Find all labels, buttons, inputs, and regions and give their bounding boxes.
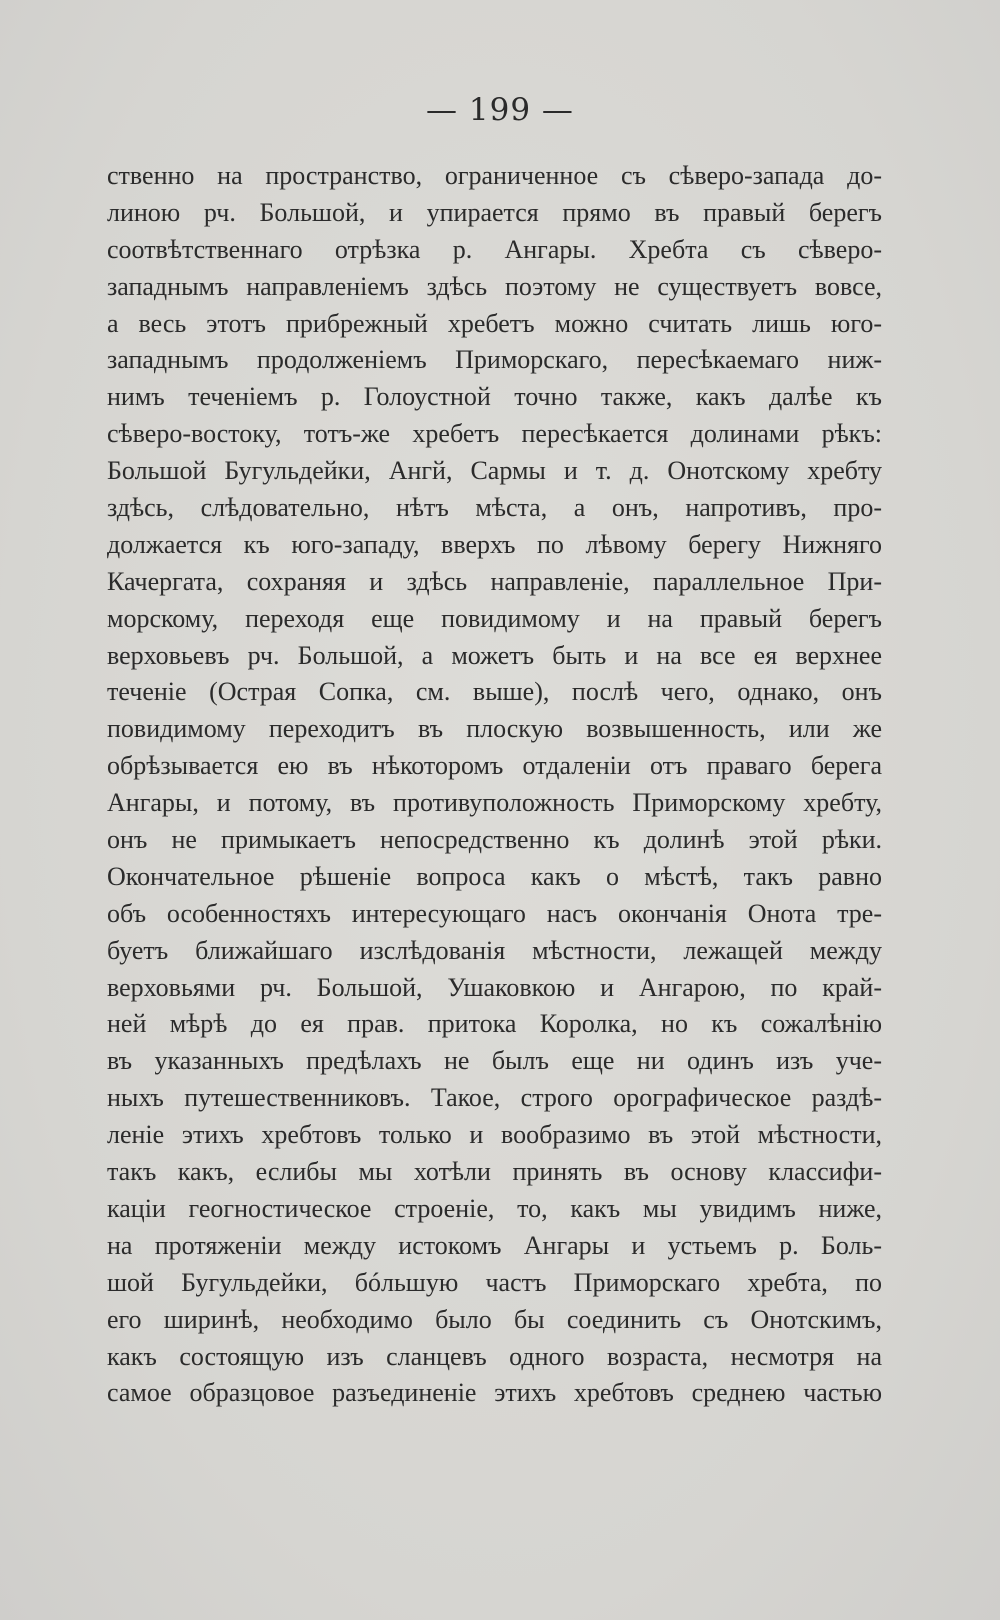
text-line: а весь этотъ прибрежный хребетъ можно считать лишь юго- xyxy=(107,308,882,338)
text-line: леніе этихъ хребтовъ только и вообразимо въ этой мѣстности, xyxy=(107,1120,882,1150)
text-line: Ангары, и потому, въ противуположность Приморскому хребту, xyxy=(107,788,882,818)
text-line: западнымъ продолженіемъ Приморскаго, пересѣкаемаго ниж- xyxy=(107,345,882,375)
text-line: такъ какъ, еслибы мы хотѣли принять въ основу классифи- xyxy=(107,1157,882,1187)
text-line: верховьями рч. Большой, Ушаковкою и Ангарою, по край- xyxy=(107,972,882,1002)
text-line: повидимому переходитъ въ плоскую возвышенность, или же xyxy=(107,714,882,744)
body-text xyxy=(107,158,882,1412)
text-line: каціи геогностическое строеніе, то, какъ мы увидимъ ниже, xyxy=(107,1193,882,1223)
text-line: шой Бугульдейки, бóльшую частъ Приморскаго хребта, по xyxy=(107,1267,882,1297)
text-line: самое образцовое разъединеніе этихъ хребтовъ среднею частью xyxy=(107,1378,882,1408)
page-number: — 199 — xyxy=(426,92,574,128)
text-line: сѣверо-востоку, тотъ-же хребетъ пересѣкается долинами рѣкъ: xyxy=(107,419,882,449)
text-line: на протяженіи между истокомъ Ангары и устьемъ р. Боль- xyxy=(107,1230,882,1260)
text-line: соотвѣтственнаго отрѣзка р. Ангары. Хребта съ сѣверо- xyxy=(107,234,882,264)
text-line: буетъ ближайшаго изслѣдованія мѣстности, лежащей между xyxy=(107,935,882,965)
text-line: ней мѣрѣ до ея прав. притока Королка, но къ сожалѣнію xyxy=(107,1009,882,1039)
text-line: верховьевъ рч. Большой, а можетъ быть и на все ея верхнее xyxy=(107,640,882,670)
text-line: западнымъ направленіемъ здѣсь поэтому не существуетъ вовсе, xyxy=(107,271,882,301)
text-line: здѣсь, слѣдовательно, нѣтъ мѣста, а онъ, напротивъ, про- xyxy=(107,493,882,523)
text-line: Большой Бугульдейки, Ангй, Сармы и т. д. Онотскому хребту xyxy=(107,456,882,486)
text-line: объ особенностяхъ интересующаго насъ окончанія Онота тре- xyxy=(107,898,882,928)
text-line: какъ состоящую изъ сланцевъ одного возраста, несмотря на xyxy=(107,1341,882,1371)
text-line: въ указанныхъ предѣлахъ не былъ еще ни одинъ изъ уче- xyxy=(107,1046,882,1076)
text-line: ственно на пространство, ограниченное съ сѣверо-запада до- xyxy=(107,161,882,190)
text-line: морскому, переходя еще повидимому и на правый берегъ xyxy=(107,603,882,633)
text-line: Качергата, сохраняя и здѣсь направленіе, параллельное При- xyxy=(107,566,882,596)
text-line: ныхъ путешественниковъ. Такое, строго орографическое раздѣ- xyxy=(107,1083,882,1113)
text-line: должается къ юго-западу, вверхъ по лѣвому берегу Нижняго xyxy=(107,529,882,559)
text-line: теченіе (Острая Сопка, см. выше), послѣ чего, однако, онъ xyxy=(107,677,882,707)
text-line: онъ не примыкаетъ непосредственно къ долинѣ этой рѣки. xyxy=(107,825,882,855)
text-line: нимъ теченіемъ р. Голоустной точно также, какъ далѣе къ xyxy=(107,382,882,412)
text-line: Окончательное рѣшеніе вопроса какъ о мѣстѣ, такъ равно xyxy=(107,861,882,891)
text-line: обрѣзывается ею въ нѣкоторомъ отдаленіи отъ праваго берега xyxy=(107,751,882,781)
text-line: линою рч. Большой, и упирается прямо въ правый берегъ xyxy=(107,197,882,227)
text-line: его ширинѣ, необходимо было бы соединить съ Онотскимъ, xyxy=(107,1304,882,1334)
